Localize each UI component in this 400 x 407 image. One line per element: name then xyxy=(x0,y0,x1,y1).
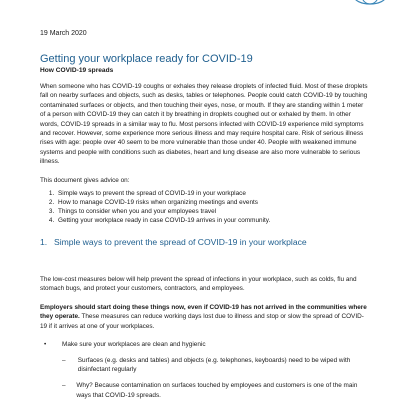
header-band xyxy=(0,0,400,6)
employers-emphasis: Employers should start doing these things now, even if COVID-19 has not arrived in the communities where they operate. xyxy=(40,303,367,321)
section-1-number: 1. xyxy=(40,237,48,248)
bullet-text: Make sure your workplaces are clean and hygienic xyxy=(62,341,206,349)
sub-bullet-text: Surfaces (e.g. desks and tables) and objects (e.g. telephones, keyboards) need to be wiped with disinfectant regularly xyxy=(77,356,351,373)
section-1-heading xyxy=(40,237,370,247)
section-1-title: Simple ways to prevent the spread of COVID-19 in your workplace xyxy=(54,237,307,248)
document-title: Getting your workplace ready for COVID-19 xyxy=(40,53,253,65)
advice-item: 4. Getting your workplace ready in case COVID-19 arrives in your community. xyxy=(56,216,370,225)
document-date: 19 March 2020 xyxy=(40,30,87,37)
dash-icon: – xyxy=(62,382,66,390)
advice-list xyxy=(40,189,370,225)
document-page xyxy=(40,30,370,407)
bullet-dot-icon: • xyxy=(44,341,47,349)
advice-item: 3. Things to consider when you and your employees travel xyxy=(56,207,370,216)
sub-bullet-text: Why? Because contamination on surfaces touched by employees and customers is one of the main ways that COVID-19 spreads. xyxy=(76,382,358,399)
logo-icon xyxy=(350,0,390,6)
bullet-item xyxy=(40,340,370,349)
employers-paragraph xyxy=(40,303,370,331)
dash-icon: – xyxy=(62,356,66,364)
sub-bullet-item xyxy=(40,356,370,375)
section-subheading: How COVID-19 spreads xyxy=(40,67,114,74)
sub-bullet-item xyxy=(40,381,370,400)
advice-item: 2. How to manage COVID-19 risks when organizing meetings and events xyxy=(56,198,370,207)
advice-item: 1. Simple ways to prevent the spread of COVID-19 in your workplace xyxy=(56,189,370,198)
advice-intro: This document gives advice on: xyxy=(40,176,130,184)
employers-rest: These measures can reduce working days lost due to illness and stop or slow the spread of COVID-19 if it arrives at one of your workplaces. xyxy=(40,313,364,330)
intro-paragraph: When someone who has COVID-19 coughs or exhales they release droplets of infected fluid. Most of these droplets fall on nearby surfaces and objects, such as desks, tables or telephones. People could catch COVID-19 by touching contaminated surfaces or objects, and then touching their eyes, nose, or mouth. If they are standing within 1 meter of a person with COVID-19 they can catch it by breathing in droplets coughed out or exhaled by them. In other words, COVID-19 spreads in a similar way to flu. Most persons infected with COVID-19 experience mild symptoms and recover. However, some experience more serious illness and may require hospital care. Risk of serious illness rises with age: people over 40 seem to be more vulnerable than those under 40. People with weakened immune systems and people with conditions such as diabetes, heart and lung disease are also more vulnerable to serious illness. xyxy=(40,83,368,166)
low-cost-paragraph: The low-cost measures below will help prevent the spread of infections in your workplace, such as colds, flu and stomach bugs, and protect your customers, contractors, and employees. xyxy=(40,276,357,293)
